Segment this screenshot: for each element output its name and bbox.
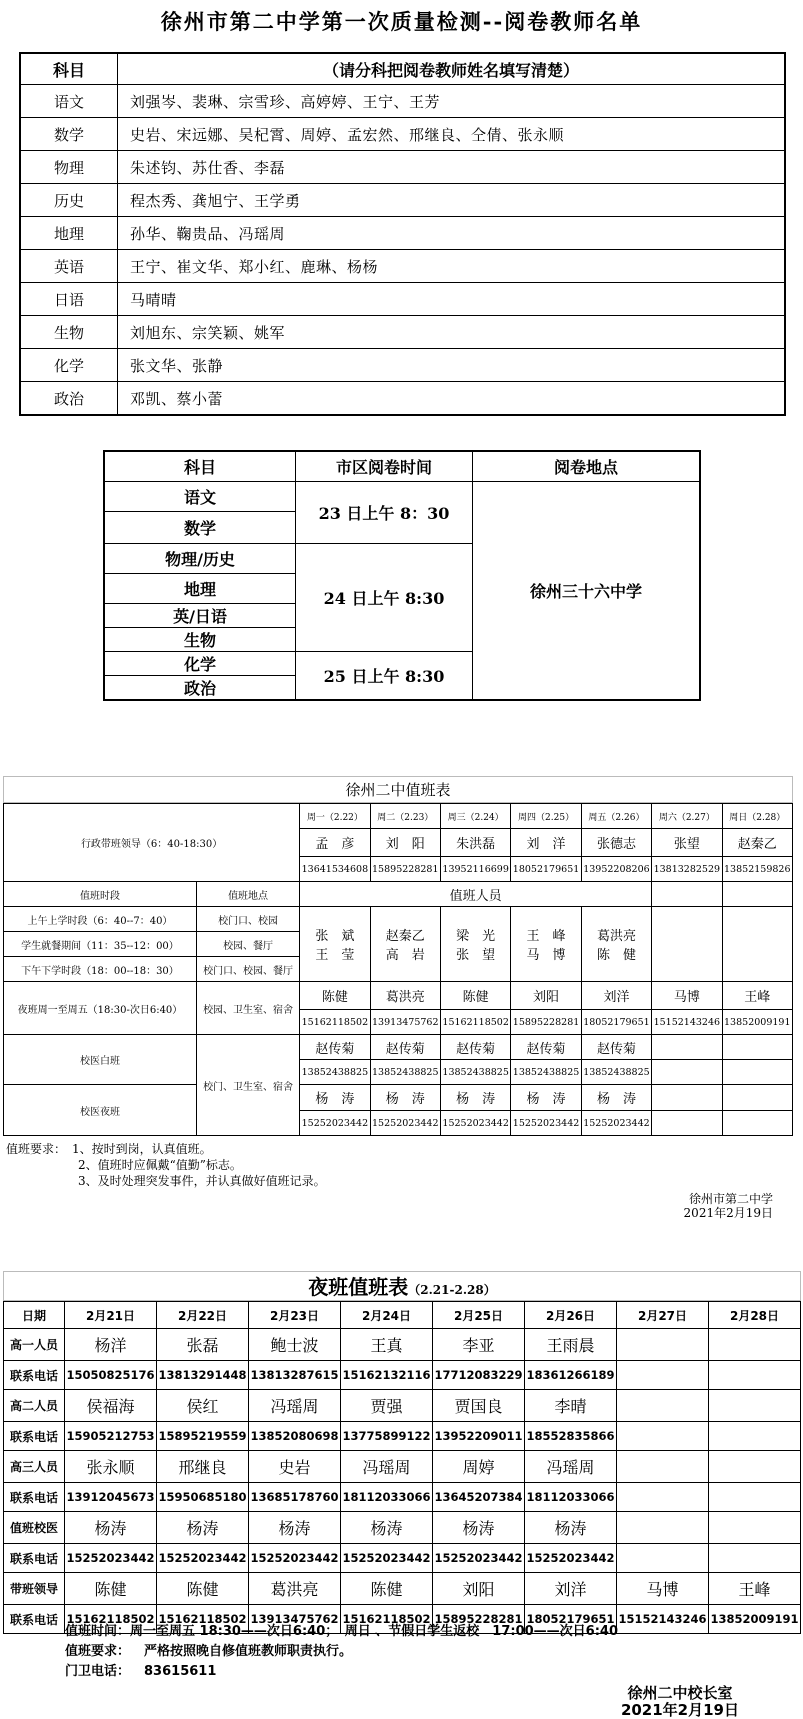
empty-cell (652, 1060, 722, 1085)
duty-person: 杨涛 (65, 1512, 157, 1544)
duty-phone: 13912045673 (65, 1483, 157, 1512)
night-signature-block (621, 1685, 739, 1719)
staff-name: 张 望 (456, 948, 496, 963)
night-title-text: 夜班值班表 (308, 1275, 409, 1299)
doctor-day-name: 赵传菊 (440, 1035, 510, 1060)
duty-phone: 15252023442 (341, 1544, 433, 1573)
duty-phone (617, 1544, 709, 1573)
duty-phone (709, 1544, 801, 1573)
duty-person: 陈健 (341, 1573, 433, 1605)
night-duty-phone: 15162118502 (300, 1010, 370, 1035)
day-header: 周二（2.23） (370, 804, 440, 829)
table-row (4, 1573, 801, 1605)
signature: 徐州二中校长室 (627, 1684, 733, 1702)
duty-phone: 15162118502 (65, 1605, 157, 1634)
table-row (20, 283, 785, 316)
duty-person: 葛洪亮 (249, 1573, 341, 1605)
night-shift-label: 夜班周一至周五（18:30-次日6:40） (4, 982, 197, 1035)
duty-phone: 18112033066 (341, 1483, 433, 1512)
duty-phone (617, 1361, 709, 1390)
empty-cell (722, 1111, 792, 1136)
place-header: 值班地点 (196, 882, 299, 907)
period-name: 上午上学时段（6：40--7：40） (4, 907, 197, 932)
doctor-night-label: 校医夜班 (4, 1085, 197, 1136)
night-duty-phone: 13913475762 (370, 1010, 440, 1035)
leader-phone: 13952116699 (440, 857, 510, 882)
schedule-subject: 物理/历史 (104, 543, 296, 573)
night-duty-phone: 15895228281 (511, 1010, 581, 1035)
duty-person: 张磊 (157, 1329, 249, 1361)
duty-person: 马博 (617, 1573, 709, 1605)
duty-phone: 15252023442 (157, 1544, 249, 1573)
subject-cell: 生物 (20, 316, 118, 349)
subject-cell: 地理 (20, 217, 118, 250)
staff-name: 高 岩 (385, 948, 425, 963)
night-duty-name: 陈健 (300, 982, 370, 1010)
night-shift-place: 校园、卫生室、宿舍 (196, 982, 299, 1035)
subject-cell: 日语 (20, 283, 118, 316)
doctor-day-name: 赵传菊 (581, 1035, 651, 1060)
duty-phone: 18052179651 (525, 1605, 617, 1634)
date-header: 2月28日 (709, 1302, 801, 1329)
duty-requirements (6, 1141, 326, 1189)
duty-phone: 15895219559 (157, 1422, 249, 1451)
doctor-night-phone: 15252023442 (300, 1111, 370, 1136)
table-row (20, 316, 785, 349)
day-staff-cell (581, 907, 651, 982)
schedule-subject: 英/日语 (104, 603, 296, 627)
leader-name: 赵秦乙 (722, 829, 792, 857)
doctor-night-name: 杨 涛 (581, 1085, 651, 1111)
table-row (4, 1512, 801, 1544)
table-row (20, 151, 785, 184)
duty-phone: 13952209011 (433, 1422, 525, 1451)
leader-phone: 15895228281 (370, 857, 440, 882)
subject-cell: 化学 (20, 349, 118, 382)
row-label: 联系电话 (4, 1361, 65, 1390)
exam-list-title: 徐州市第二中学第一次质量检测--阅卷教师名单 (160, 9, 643, 34)
schedule-subject: 生物 (104, 627, 296, 651)
time-header: 市区阅卷时间 (296, 451, 473, 481)
day-header: 周三（2.24） (440, 804, 510, 829)
leader-phone: 13852159826 (722, 857, 792, 882)
duty-time-text: 周一至周五 18:30——次日6:40； 周日 、节假日学生返校 17:00——次日6:40 (130, 1624, 618, 1639)
row-label: 联系电话 (4, 1483, 65, 1512)
table-row (20, 250, 785, 283)
marking-schedule-table (103, 450, 701, 701)
table-row (4, 982, 793, 1010)
duty-phone: 13685178760 (249, 1483, 341, 1512)
table-row (20, 118, 785, 151)
table-header-row (4, 1302, 801, 1329)
duty-person: 李亚 (433, 1329, 525, 1361)
schedule-time: 23 日上午 8：30 (296, 481, 473, 543)
duty-person (709, 1390, 801, 1422)
night-duty-name: 陈健 (440, 982, 510, 1010)
empty-cell (722, 882, 792, 907)
night-duty-name: 刘洋 (581, 982, 651, 1010)
doctor-day-name: 赵传菊 (370, 1035, 440, 1060)
duty-person (617, 1451, 709, 1483)
duty-phone: 13813287615 (249, 1361, 341, 1390)
duty-person: 贾强 (341, 1390, 433, 1422)
location-header: 阅卷地点 (473, 451, 701, 481)
duty-person: 刘洋 (525, 1573, 617, 1605)
schedule-subject: 地理 (104, 573, 296, 603)
duty-person: 杨涛 (157, 1512, 249, 1544)
leader-name: 朱洪磊 (440, 829, 510, 857)
row-label: 值班校医 (4, 1512, 65, 1544)
leader-name: 张德志 (581, 829, 651, 857)
duty-phone: 15162132116 (341, 1361, 433, 1390)
empty-cell (722, 907, 792, 982)
duty-phone: 13813291448 (157, 1361, 249, 1390)
empty-cell (652, 1035, 722, 1060)
duty-time-label: 值班时间： (65, 1624, 131, 1639)
date: 2021年2月19日 (683, 1206, 773, 1220)
duty-phone: 15050825176 (65, 1361, 157, 1390)
empty-cell (722, 1035, 792, 1060)
doctor-day-name: 赵传菊 (300, 1035, 370, 1060)
subject-header: 科目 (20, 53, 118, 85)
leader-name: 刘 洋 (511, 829, 581, 857)
duty-time-row (3, 1622, 801, 1642)
doctor-night-phone: 15252023442 (511, 1111, 581, 1136)
empty-cell (722, 1060, 792, 1085)
requirement-line: 2、值班时应佩戴“值勤”标志。 (6, 1158, 242, 1172)
night-duty-phone: 15152143246 (652, 1010, 722, 1035)
subject-cell: 语文 (20, 85, 118, 118)
empty-cell (652, 907, 722, 982)
staff-name: 王 峰 (526, 929, 566, 944)
duty-person: 贾国良 (433, 1390, 525, 1422)
subject-cell: 数学 (20, 118, 118, 151)
period-name: 下午下学时段（18：00--18：30） (4, 957, 197, 982)
period-place: 校门口、校园、餐厅 (196, 957, 299, 982)
schedule-subject: 语文 (104, 481, 296, 511)
signature: 徐州市第二中学 (688, 1192, 773, 1206)
day-header: 周四（2.25） (511, 804, 581, 829)
requirement-line: 3、及时处理突发事件，并认真做好值班记录。 (6, 1174, 326, 1188)
duty-person: 杨涛 (249, 1512, 341, 1544)
duty-phone: 15252023442 (65, 1544, 157, 1573)
doctor-day-label: 校医白班 (4, 1035, 197, 1085)
date-label: 日期 (4, 1302, 65, 1329)
night-title-range: （2.21-2.28） (408, 1283, 496, 1297)
duty-person: 刘阳 (433, 1573, 525, 1605)
table-row (20, 184, 785, 217)
duty-person: 杨涛 (341, 1512, 433, 1544)
subject-cell: 历史 (20, 184, 118, 217)
staff-name: 梁 光 (456, 929, 496, 944)
date-header: 2月23日 (249, 1302, 341, 1329)
subject-cell: 英语 (20, 250, 118, 283)
subject-cell: 政治 (20, 382, 118, 416)
staff-name: 马 博 (526, 948, 566, 963)
table-row (4, 907, 793, 932)
duty-person: 周婷 (433, 1451, 525, 1483)
teachers-cell: 马晴晴 (118, 283, 786, 316)
empty-cell (652, 1111, 722, 1136)
leader-name: 刘 阳 (370, 829, 440, 857)
row-label: 带班领导 (4, 1573, 65, 1605)
empty-cell (652, 882, 722, 907)
duty-phone: 15162118502 (157, 1605, 249, 1634)
day-staff-cell (440, 907, 510, 982)
night-duty-name: 王峰 (722, 982, 792, 1010)
teachers-cell: 史岩、宋远娜、吴杞霄、周婷、孟宏然、邢继良、仝倩、张永顺 (118, 118, 786, 151)
table-row (20, 217, 785, 250)
table-row (20, 85, 785, 118)
duty-phone: 15252023442 (525, 1544, 617, 1573)
duty-phone (617, 1422, 709, 1451)
date-header: 2月25日 (433, 1302, 525, 1329)
date-header: 2月26日 (525, 1302, 617, 1329)
row-label: 联系电话 (4, 1544, 65, 1573)
duty-person: 冯瑶周 (525, 1451, 617, 1483)
night-duty-footer (3, 1622, 801, 1719)
leader-name: 张望 (652, 829, 722, 857)
leader-phone: 18052179651 (511, 857, 581, 882)
duty-person: 杨洋 (65, 1329, 157, 1361)
table-row (4, 804, 793, 829)
requirement-line: 值班要求： 1、按时到岗，认真值班。 (6, 1142, 212, 1156)
duty-person: 侯红 (157, 1390, 249, 1422)
duty-roster-title: 徐州二中值班表 (3, 776, 793, 803)
day-header: 周一（2.22） (300, 804, 370, 829)
doctor-night-name: 杨 涛 (511, 1085, 581, 1111)
day-header: 周日（2.28） (722, 804, 792, 829)
table-row (20, 349, 785, 382)
staff-name: 陈 健 (596, 948, 636, 963)
row-label: 联系电话 (4, 1605, 65, 1634)
teachers-cell: 朱述钧、苏仕香、李磊 (118, 151, 786, 184)
duty-phone: 18552835866 (525, 1422, 617, 1451)
night-duty-name: 马博 (652, 982, 722, 1010)
row-label: 联系电话 (4, 1422, 65, 1451)
day-staff-cell (511, 907, 581, 982)
duty-signature-block (684, 1192, 773, 1220)
duty-person (617, 1512, 709, 1544)
date-header: 2月27日 (617, 1302, 709, 1329)
duty-phone: 15950685180 (157, 1483, 249, 1512)
doctor-night-phone: 15252023442 (370, 1111, 440, 1136)
duty-person: 杨涛 (433, 1512, 525, 1544)
doctor-day-phone: 13852438825 (300, 1060, 370, 1085)
teachers-cell: 王宁、崔文华、郑小红、鹿琳、杨杨 (118, 250, 786, 283)
night-duty-phone: 15162118502 (440, 1010, 510, 1035)
duty-person: 侯福海 (65, 1390, 157, 1422)
doctor-place: 校门、卫生室、宿舍 (196, 1035, 299, 1136)
table-row (4, 1451, 801, 1483)
schedule-location: 徐州三十六中学 (473, 481, 701, 700)
table-row (4, 1390, 801, 1422)
duty-person: 陈健 (157, 1573, 249, 1605)
duty-person (709, 1451, 801, 1483)
table-row (4, 1422, 801, 1451)
doctor-night-phone: 15252023442 (581, 1111, 651, 1136)
night-duty-table (3, 1301, 801, 1634)
day-staff-cell (370, 907, 440, 982)
doctor-night-phone: 15252023442 (440, 1111, 510, 1136)
teachers-cell: 刘强岑、裴琳、宗雪珍、高婷婷、王宁、王芳 (118, 85, 786, 118)
table-row (4, 1544, 801, 1573)
date-header: 2月24日 (341, 1302, 433, 1329)
table-header-row (104, 451, 700, 481)
duty-phone (709, 1483, 801, 1512)
table-row (4, 1085, 793, 1111)
empty-cell (652, 1085, 722, 1111)
date: 2021年2月19日 (620, 1701, 739, 1719)
night-duty-phone: 13852009191 (722, 1010, 792, 1035)
leader-phone: 13813282529 (652, 857, 722, 882)
period-place: 校园、餐厅 (196, 932, 299, 957)
duty-person: 史岩 (249, 1451, 341, 1483)
staff-name: 王 莹 (315, 948, 355, 963)
period-header: 值班时段 (4, 882, 197, 907)
subject-cell: 物理 (20, 151, 118, 184)
guard-phone-row (3, 1662, 801, 1682)
leader-phone: 13641534608 (300, 857, 370, 882)
teachers-cell: 刘旭东、宗笑颖、姚军 (118, 316, 786, 349)
row-label: 高一人员 (4, 1329, 65, 1361)
teachers-cell: 孙华、鞠贵品、冯瑶周 (118, 217, 786, 250)
doctor-day-name: 赵传菊 (511, 1035, 581, 1060)
teachers-header-note: （请分科把阅卷教师姓名填写清楚） (118, 53, 786, 85)
staff-name: 葛洪亮 (596, 929, 636, 944)
table-row (4, 1035, 793, 1060)
subject-header: 科目 (104, 451, 296, 481)
teachers-cell: 程杰秀、龚旭宁、王学勇 (118, 184, 786, 217)
night-duty-name: 刘阳 (511, 982, 581, 1010)
doctor-night-name: 杨 涛 (300, 1085, 370, 1111)
schedule-subject: 数学 (104, 511, 296, 543)
row-label: 高三人员 (4, 1451, 65, 1483)
duty-person: 李晴 (525, 1390, 617, 1422)
date-header: 2月22日 (157, 1302, 249, 1329)
guard-phone-label: 门卫电话： (65, 1664, 131, 1679)
period-place: 校门口、校园 (196, 907, 299, 932)
night-duty-phone: 18052179651 (581, 1010, 651, 1035)
table-row (4, 882, 793, 907)
duty-phone: 13852080698 (249, 1422, 341, 1451)
duty-roster-table (3, 803, 793, 1136)
duty-person (617, 1329, 709, 1361)
duty-person: 张永顺 (65, 1451, 157, 1483)
night-duty-title (3, 1271, 801, 1301)
teachers-cell: 张文华、张静 (118, 349, 786, 382)
day-header: 周五（2.26） (581, 804, 651, 829)
duty-person: 陈健 (65, 1573, 157, 1605)
night-duty-name: 葛洪亮 (370, 982, 440, 1010)
leader-name: 孟 彦 (300, 829, 370, 857)
duty-person (617, 1390, 709, 1422)
duty-person: 王雨晨 (525, 1329, 617, 1361)
duty-phone: 18112033066 (525, 1483, 617, 1512)
table-header-row (20, 53, 785, 85)
duty-person: 冯瑶周 (341, 1451, 433, 1483)
duty-phone: 15252023442 (249, 1544, 341, 1573)
table-row (20, 382, 785, 416)
table-row (4, 1483, 801, 1512)
duty-phone: 15252023442 (433, 1544, 525, 1573)
doctor-day-phone: 13852438825 (511, 1060, 581, 1085)
table-row (4, 1361, 801, 1390)
duty-phone (617, 1483, 709, 1512)
duty-phone: 18361266189 (525, 1361, 617, 1390)
duty-phone: 13913475762 (249, 1605, 341, 1634)
doctor-night-name: 杨 涛 (370, 1085, 440, 1111)
duty-phone: 13645207384 (433, 1483, 525, 1512)
empty-cell (722, 1085, 792, 1111)
period-name: 学生就餐期间（11：35--12：00） (4, 932, 197, 957)
duty-phone: 17712083229 (433, 1361, 525, 1390)
duty-person: 王峰 (709, 1573, 801, 1605)
duty-phone (709, 1361, 801, 1390)
teachers-cell: 邓凯、蔡小蕾 (118, 382, 786, 416)
leader-phone: 13952208206 (581, 857, 651, 882)
staff-header: 值班人员 (300, 882, 652, 907)
schedule-time: 24 日上午 8:30 (296, 543, 473, 651)
row-label: 高二人员 (4, 1390, 65, 1422)
day-staff-cell (300, 907, 370, 982)
staff-name: 赵秦乙 (385, 929, 425, 944)
duty-person: 鲍士波 (249, 1329, 341, 1361)
duty-person (709, 1512, 801, 1544)
duty-person: 邢继良 (157, 1451, 249, 1483)
schedule-subject: 政治 (104, 675, 296, 700)
doctor-day-phone: 13852438825 (370, 1060, 440, 1085)
duty-requirement-label: 值班要求： (65, 1644, 131, 1659)
table-row (4, 1329, 801, 1361)
schedule-time: 25 日上午 8:30 (296, 651, 473, 700)
admin-leader-label: 行政带班领导（6：40-18:30） (4, 804, 300, 882)
doctor-night-name: 杨 涛 (440, 1085, 510, 1111)
schedule-subject: 化学 (104, 651, 296, 675)
doctor-day-phone: 13852438825 (440, 1060, 510, 1085)
duty-phone: 13775899122 (341, 1422, 433, 1451)
duty-requirement-row (3, 1642, 801, 1662)
duty-phone: 13852009191 (709, 1605, 801, 1634)
duty-phone: 15162118502 (341, 1605, 433, 1634)
duty-phone (709, 1422, 801, 1451)
duty-person: 王真 (341, 1329, 433, 1361)
doctor-day-phone: 13852438825 (581, 1060, 651, 1085)
duty-phone: 15905212753 (65, 1422, 157, 1451)
date-header: 2月21日 (65, 1302, 157, 1329)
staff-name: 张 斌 (315, 929, 355, 944)
exam-teacher-table (19, 52, 786, 416)
duty-phone: 15895228281 (433, 1605, 525, 1634)
duty-person (709, 1329, 801, 1361)
duty-phone: 15152143246 (617, 1605, 709, 1634)
duty-person: 冯瑶周 (249, 1390, 341, 1422)
guard-phone: 83615611 (144, 1664, 217, 1679)
duty-person: 杨涛 (525, 1512, 617, 1544)
day-header: 周六（2.27） (652, 804, 722, 829)
duty-requirement-text: 严格按照晚自修值班教师职责执行。 (144, 1644, 353, 1659)
